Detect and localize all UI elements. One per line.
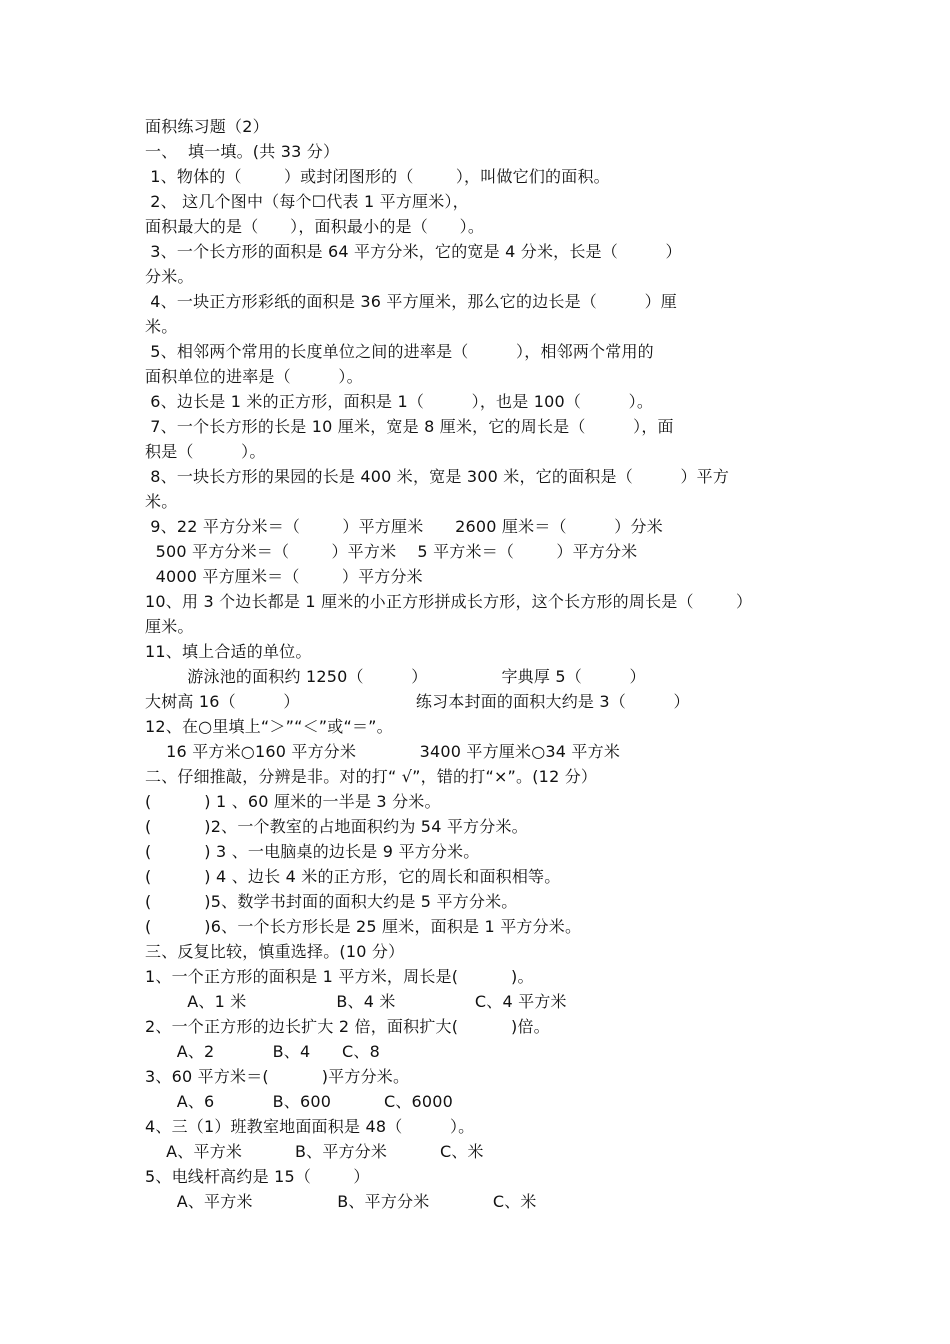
judge-line: ( )6、一个长方形长是 25 厘米，面积是 1 平方分米。 — [145, 917, 582, 936]
question-line: 面积单位的进率是（ ）。 — [145, 367, 363, 386]
question-line: 9、22 平方分米＝（ ）平方厘米 2600 厘米＝（ ）分米 — [145, 517, 663, 536]
question-line: 7、一个长方形的长是 10 厘米，宽是 8 厘米，它的周长是（ ），面 — [145, 417, 674, 436]
question-line: 厘米。 — [145, 617, 194, 636]
choice-line: 3、60 平方米＝( )平方分米。 — [145, 1067, 410, 1086]
question-line: 4、一块正方形彩纸的面积是 36 平方厘米，那么它的边长是（ ）厘 — [145, 292, 677, 311]
question-line: 2、 这几个图中（每个☐代表 1 平方厘米）， — [145, 192, 469, 211]
section2-heading: 二、仔细推敲，分辨是非。对的打“ √”，错的打“×”。(12 分） — [145, 767, 598, 786]
question-line: 分米。 — [145, 267, 194, 286]
question-line: 游泳池的面积约 1250（ ） 字典厚 5（ ） — [145, 667, 646, 686]
question-line: 8、一块长方形的果园的长是 400 米，宽是 300 米，它的面积是（ ）平方 — [145, 467, 730, 486]
question-line: 11、填上合适的单位。 — [145, 642, 312, 661]
judge-line: ( )5、数学书封面的面积大约是 5 平方分米。 — [145, 892, 518, 911]
section3-heading: 三、反复比较，慎重选择。(10 分） — [145, 942, 405, 961]
choice-line: 1、一个正方形的面积是 1 平方米，周长是( )。 — [145, 967, 534, 986]
question-line: 5、相邻两个常用的长度单位之间的进率是（ ），相邻两个常用的 — [145, 342, 654, 361]
choice-line: 4、三（1）班教室地面面积是 48（ ）。 — [145, 1117, 475, 1136]
choice-line: A、1 米 B、4 米 C、4 平方米 — [145, 992, 567, 1011]
judge-line: ( ) 4 、边长 4 米的正方形，它的周长和面积相等。 — [145, 867, 561, 886]
judge-line: ( )2、一个教室的占地面积约为 54 平方分米。 — [145, 817, 528, 836]
question-line: 面积最大的是（ ），面积最小的是（ ）。 — [145, 217, 485, 236]
question-line: 积是（ ）。 — [145, 442, 266, 461]
judge-line: ( ) 1 、60 厘米的一半是 3 分米。 — [145, 792, 441, 811]
choice-line: A、2 B、4 C、8 — [145, 1042, 381, 1061]
choice-line: 5、电线杆高约是 15（ ） — [145, 1167, 370, 1186]
section1-heading: 一、 填一填。(共 33 分） — [145, 142, 340, 161]
question-line: 6、边长是 1 米的正方形，面积是 1（ ），也是 100（ ）。 — [145, 392, 654, 411]
choice-line: 2、一个正方形的边长扩大 2 倍，面积扩大( )倍。 — [145, 1017, 550, 1036]
judge-line: ( ) 3 、一电脑桌的边长是 9 平方分米。 — [145, 842, 480, 861]
choice-line: A、平方米 B、平方分米 C、米 — [145, 1192, 537, 1211]
question-line: 16 平方米○160 平方分米 3400 平方厘米○34 平方米 — [145, 742, 621, 761]
question-line: 1、物体的（ ）或封闭图形的（ ），叫做它们的面积。 — [145, 167, 610, 186]
question-line: 大树高 16（ ） 练习本封面的面积大约是 3（ ） — [145, 692, 690, 711]
choice-line: A、平方米 B、平方分米 C、米 — [145, 1142, 484, 1161]
question-line: 500 平方分米＝（ ）平方米 5 平方米＝（ ）平方分米 — [145, 542, 638, 561]
question-line: 4000 平方厘米＝（ ）平方分米 — [145, 567, 423, 586]
page-title: 面积练习题（2） — [145, 117, 269, 136]
question-line: 10、用 3 个边长都是 1 厘米的小正方形拼成长方形，这个长方形的周长是（ ） — [145, 592, 753, 611]
question-line: 12、在○里填上“＞”“＜”或“＝”。 — [145, 717, 393, 736]
question-line: 米。 — [145, 317, 178, 336]
question-line: 米。 — [145, 492, 178, 511]
choice-line: A、6 B、600 C、6000 — [145, 1092, 454, 1111]
question-line: 3、一个长方形的面积是 64 平方分米，它的宽是 4 分米，长是（ ） — [145, 242, 682, 261]
